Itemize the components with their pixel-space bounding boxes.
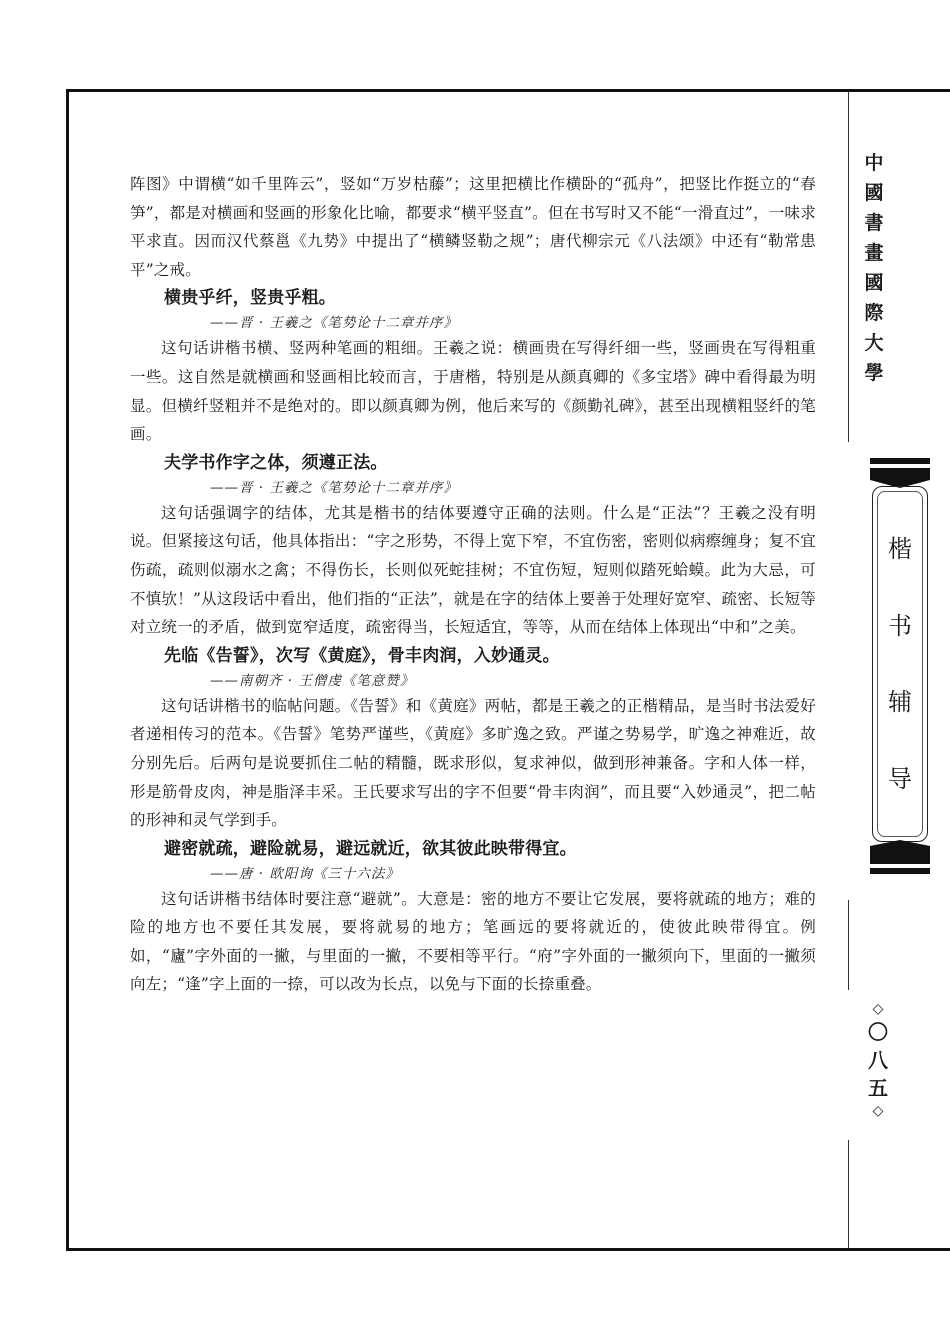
section — [130, 284, 816, 448]
section-quote: 避密就疏，避险就易，避远就近，欲其彼此映带得宜。 — [164, 838, 577, 859]
series-title-char: 大 — [864, 332, 884, 354]
diamond-ornament-icon: ◇ — [872, 1103, 884, 1119]
sidebar-divider-middle — [848, 900, 849, 990]
section-quote: 横贵乎纤，竖贵乎粗。 — [164, 288, 336, 309]
subject-char: 导 — [888, 764, 912, 793]
sidebar-divider-upper — [848, 92, 849, 442]
section-source: ——晋 · 王羲之《笔势论十二章并序》 — [210, 479, 458, 496]
subject-char: 辅 — [888, 688, 912, 717]
section-source: ——南朝齐 · 王僧虔《笔意赞》 — [210, 672, 415, 689]
page-frame-left-rule — [66, 89, 69, 1251]
series-title-char: 學 — [864, 362, 884, 384]
series-title-char: 際 — [864, 302, 884, 324]
series-title-char: 國 — [864, 182, 884, 204]
series-title-vertical — [852, 148, 896, 388]
sidebar-divider-lower — [848, 1140, 849, 1248]
subject-char: 书 — [888, 611, 912, 640]
series-title-char: 中 — [864, 152, 884, 174]
page-number-char: 五 — [868, 1076, 888, 1100]
main-text-column — [130, 170, 816, 999]
intro-paragraph: 阵图》中谓横“如千里阵云”，竖如“万岁枯藤”；这里把横比作横卧的“孤舟”，把竖比作挺立的“春笋”，都是对横画和竖画的形象化比喻，都要求“横平竖直”。但在书写时又不能“一滑直过”，一味求平求直。因而汉代蔡邕《九势》中提出了“横鳞竖勒之规”；唐代柳宗元《八法颂》中还有“勒常患平”之戒。 — [130, 175, 816, 279]
section-source: ——唐 · 欧阳询《三十六法》 — [210, 865, 400, 882]
intro-block — [130, 170, 816, 284]
section-paragraph: 这句话讲楷书的临帖问题。《告誓》和《黄庭》两帖，都是王羲之的正楷精品，是当时书法爱好者递相传习的范本。《告誓》笔势严谨些，《黄庭》多旷逸之致。严谨之势易学，旷逸之神难近，故分别先后。后两句是说要抓住二帖的精髓，既求形似，复求神似，做到形神兼备。字和人体一样，形是筋骨皮肉，神是脂泽丰采。王氏要求写出的字不但要“骨丰肉润”，而且要“入妙通灵”，把二帖的形神和灵气学到手。 — [130, 696, 816, 830]
section — [130, 835, 816, 999]
page-number-char: 〇 — [868, 1020, 888, 1044]
section-quote: 夫学书作字之体，须遵正法。 — [164, 452, 388, 473]
page-number-vertical — [858, 1000, 898, 1120]
section — [130, 449, 816, 642]
subject-label-box — [872, 486, 928, 842]
series-title-char: 國 — [864, 272, 884, 294]
section — [130, 642, 816, 835]
section-paragraph: 这句话强调字的结体，尤其是楷书的结体要遵守正确的法则。什么是“正法”？王羲之没有明说。但紧接这句话，他具体指出：“字之形势，不得上宽下窄，不宜伤密，密则似病瘵缠身；复不宜伤疏，疏则似溺水之禽；不得伤长，长则似死蛇挂树；不宜伤短，短则似踏死蛤蟆。此为大忌，可不慎欤！”从这段话中看出，他们指的“正法”，就是在字的结体上要善于处理好宽窄、疏密、长短等对立统一的矛盾，做到宽窄适度，疏密得当，长短适宜，等等，从而在结体上体现出“中和”之美。 — [130, 503, 816, 637]
diamond-ornament-icon: ◇ — [872, 1001, 884, 1017]
section-paragraph: 这句话讲楷书横、竖两种笔画的粗细。王羲之说：横画贵在写得纤细一些，竖画贵在写得粗重一些。这自然是就横画和竖画相比较而言，于唐楷，特别是从颜真卿的《多宝塔》碑中看得最为明显。但横纤竖粗并不是绝对的。即以颜真卿为例，他后来写的《颜勤礼碑》，甚至出现横粗竖纤的笔画。 — [130, 339, 816, 444]
subject-char: 楷 — [888, 535, 912, 564]
subject-tab-bottom-ornament — [866, 840, 934, 876]
page-number-char: 八 — [868, 1048, 888, 1072]
series-title-char: 畫 — [864, 242, 884, 264]
page-frame-top-rule — [66, 89, 950, 92]
page-frame-bottom-rule — [66, 1248, 950, 1251]
section-quote: 先临《告誓》，次写《黄庭》，骨丰肉润，入妙通灵。 — [164, 645, 560, 666]
section-source: ——晋 · 王羲之《笔势论十二章并序》 — [210, 315, 458, 332]
section-paragraph: 这句话讲楷书结体时要注意“避就”。大意是：密的地方不要让它发展，要将就疏的地方；难的险的地方也不要任其发展，要将就易的地方；笔画远的要将就近的，使彼此映带得宜。例如，“廬”字外面的一撇，与里面的一撇，不要相等平行。“府”字外面的一撇须向下，里面的一撇须向左；“逢”字上面的一捺，可以改为长点，以免与下面的长捺重叠。 — [130, 889, 816, 994]
series-title-char: 書 — [864, 212, 884, 234]
